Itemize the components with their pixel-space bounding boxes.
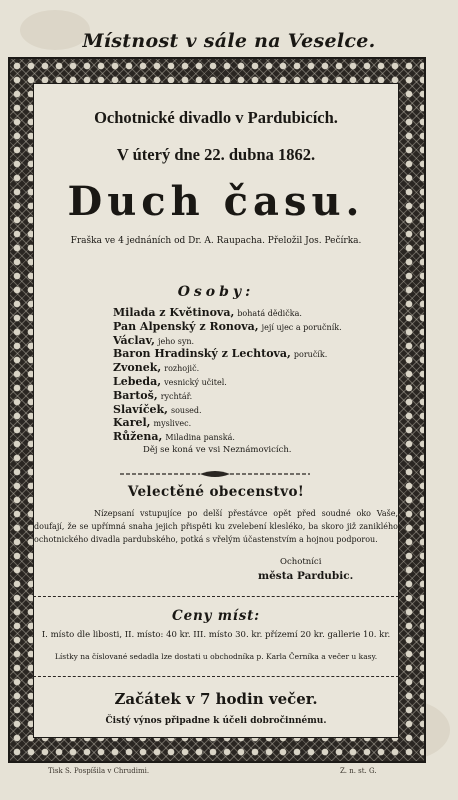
cast-row: Růžena, Miladina panská. xyxy=(113,430,235,444)
printer-imprint: Tisk S. Pospíšila v Chrudimi. xyxy=(48,767,150,775)
cast-row: Slavíček, soused. xyxy=(113,402,202,416)
proceeds-note: Čistý výnos připadne k účeli dobročinnému. xyxy=(105,716,327,726)
cast-row: Lebeda, vesnický učitel. xyxy=(113,374,227,388)
cast-heading: Osoby: xyxy=(177,284,255,300)
performance-date: V úterý dne 22. dubna 1862. xyxy=(116,145,316,164)
address-heading: Velectěné obecenstvo! xyxy=(127,484,305,500)
cast-row: Bartoš, rychtář. xyxy=(113,388,193,402)
signature-line-2: města Pardubic. xyxy=(258,570,354,582)
ornament-divider xyxy=(120,470,310,478)
section-rule xyxy=(33,596,399,597)
tickets-text: Lístky na číslované sedadla lze dostati u obchodníka p. Karla Černíka a večer u kasy. xyxy=(54,652,378,661)
address-paragraph: Nízepsaní vstupujíce po delší přestávce opět před soudné oko Vaše, doufají, že se upřímná snaha jejich přispěti ku zvelebení klesléko, ba skoro již zaniklého ochotnického divadla pardubského, potká s vřelým účastenstvím a hojnou podporou. xyxy=(34,509,398,544)
venue-heading: Místnost v sále na Veselce. xyxy=(82,30,376,52)
cast-row: Václav, jeho syn. xyxy=(113,333,195,347)
footer-mark: Z. n. st. G. xyxy=(340,767,377,775)
play-title: Duch času. xyxy=(67,178,365,225)
signature-line-1: Ochotníci xyxy=(280,557,322,567)
start-time: Začátek v 7 hodin večer. xyxy=(114,690,318,708)
cast-row: Baron Hradinský z Lechtova, poručík. xyxy=(113,347,328,361)
theatre-name: Ochotnické divadlo v Pardubicích. xyxy=(94,108,338,127)
cast-row: Pan Alpenský z Ronova, její ujec a poručník. xyxy=(113,319,342,333)
prices-text: I. místo dle libosti, II. místo: 40 kr. III. místo 30. kr. přízemí 20 kr. gallerie 10. kr. xyxy=(41,630,391,640)
section-rule xyxy=(33,676,399,677)
cast-list xyxy=(113,306,342,458)
cast-row: Karel, myslivec. xyxy=(113,416,192,430)
cast-row: Zvonek, rozhojič. xyxy=(113,361,200,375)
cast-row: Milada z Květinova, bohatá dědička. xyxy=(113,306,302,319)
setting-line: Děj se koná ve vsi Neznámovicích. xyxy=(143,444,292,455)
play-subtitle: Fraška ve 4 jednáních od Dr. A. Raupacha. Přeložil Jos. Pečírka. xyxy=(70,236,362,246)
prices-heading: Ceny míst: xyxy=(172,608,260,624)
